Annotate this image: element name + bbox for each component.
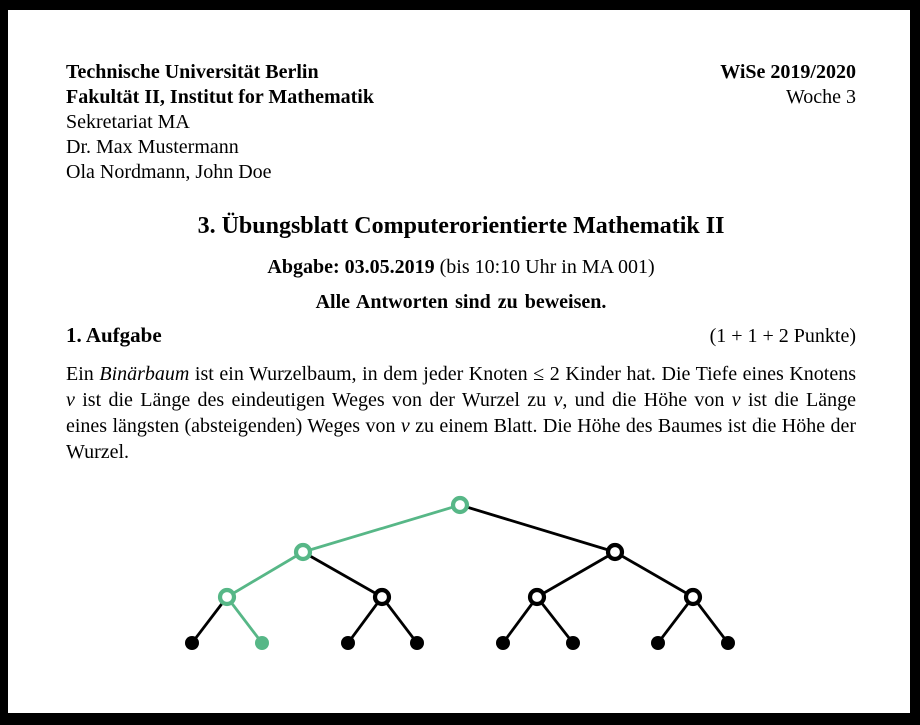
exercise-heading: 1. Aufgabe [66,323,162,347]
paragraph-segment: , und die Höhe von [562,389,732,411]
institution-line: Fakultät II, Institut for Mathematik [66,86,374,108]
institution-line: Dr. Max Mustermann [66,136,239,158]
submission-line [66,254,856,280]
header-semester-block [720,60,856,110]
exercise-points: (1 + 1 + 2 Punkte) [709,325,856,347]
notice-line: Alle Antworten sind zu beweisen. [315,291,607,313]
binary-tree-figure [8,480,910,680]
semester-label: WiSe 2019/2020 [720,61,856,83]
paragraph-segment: ist die Länge des eindeutigen Weges von der Wurzel zu [74,389,554,411]
paragraph-segment-italic: v [731,389,741,411]
paragraph-segment-italic: v [66,389,75,411]
submission-detail: (bis 10:10 Uhr in MA 001) [434,256,655,278]
institution-line: Technische Universität Berlin [66,61,319,83]
exercise-paragraph [66,361,856,465]
binary-tree-svg [8,480,910,680]
paragraph-segment: ist die Länge eines längsten (absteigenden) Weges von [66,389,856,437]
paragraph-segment: ist ein Wurzelbaum, in dem jeder Knoten ≤ 2 Kinder hat. Die Tiefe eines Knotens [189,363,856,385]
header-institution-block [66,60,374,185]
page-title: 3. Übungsblatt Computerorientierte Mathematik II [197,213,725,239]
document-header [66,60,856,185]
institution-line: Ola Nordmann, John Doe [66,161,272,183]
document-page [8,10,910,713]
paragraph-segment-italic: v [553,389,563,411]
exercise-header-row [66,322,856,350]
paragraph-segment-italic: v [400,415,410,437]
paragraph-segment: Ein [66,363,100,385]
submission-date: Abgabe: 03.05.2019 [267,256,435,278]
institution-line: Sekretariat MA [66,111,190,133]
paragraph-segment-italic: Binärbaum [99,363,190,385]
week-label: Woche 3 [785,86,856,108]
document-content [66,60,856,465]
paragraph-segment: zu einem Blatt. Die Höhe des Baumes ist die Höhe der Wurzel. [66,415,857,463]
